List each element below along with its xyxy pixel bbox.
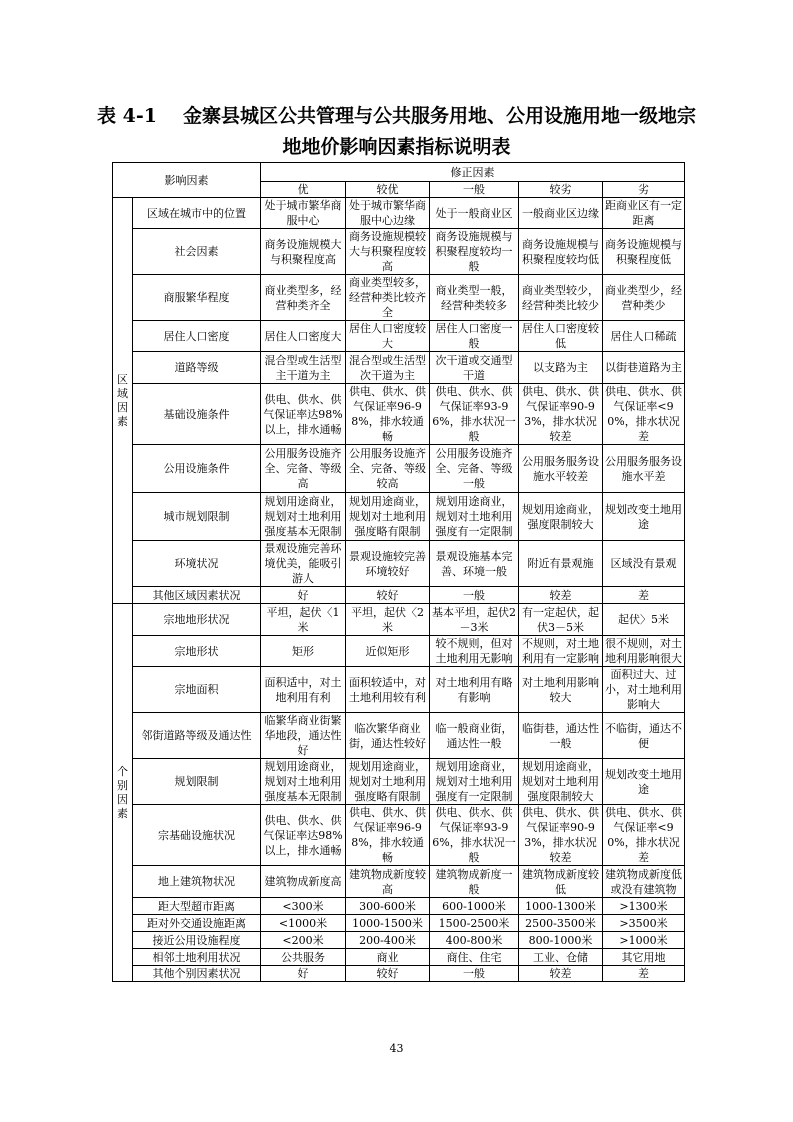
group-label-char: 别 bbox=[117, 778, 128, 792]
value-cell: 800-1000米 bbox=[519, 932, 603, 949]
table-row bbox=[113, 229, 685, 275]
value-cell: 商务设施规模与积聚程度较均低 bbox=[519, 229, 603, 275]
table-row bbox=[113, 713, 685, 759]
value-cell: 200-400米 bbox=[346, 932, 430, 949]
factor-cell: 宗基础设施状况 bbox=[133, 805, 261, 866]
header-correction: 修正因素 bbox=[261, 163, 685, 182]
value-cell: 工业、仓储 bbox=[519, 949, 603, 966]
table-row bbox=[113, 759, 685, 805]
factor-cell: 邻街道路等级及通达性 bbox=[133, 713, 261, 759]
value-cell: 商业类型少，经营种类少 bbox=[603, 275, 685, 321]
value-cell: 较好 bbox=[346, 587, 430, 604]
value-cell: 600-1000米 bbox=[430, 898, 519, 915]
value-cell: 商业类型一般，经营种类较多 bbox=[430, 275, 519, 321]
factor-cell: 宗地形状 bbox=[133, 636, 261, 667]
table-row bbox=[113, 384, 685, 445]
value-cell: 一般 bbox=[430, 587, 519, 604]
table-row bbox=[113, 352, 685, 384]
value-cell: 居住人口稀疏 bbox=[603, 321, 685, 352]
level-header: 优 bbox=[261, 182, 346, 198]
level-header: 较优 bbox=[346, 182, 430, 198]
title-text-1: 金寨县城区公共管理与公共服务用地、公用设施用地一级地宗 bbox=[182, 105, 696, 127]
level-header: 一般 bbox=[430, 182, 519, 198]
table-row bbox=[113, 587, 685, 604]
value-cell: 附近有景观施 bbox=[519, 541, 603, 587]
value-cell: 很不规则，对土地利用影响很大 bbox=[603, 636, 685, 667]
value-cell: 差 bbox=[603, 587, 685, 604]
header-row-1 bbox=[113, 163, 685, 182]
factor-cell: 其他区域因素状况 bbox=[133, 587, 261, 604]
value-cell: 较不规则，但对土地利用无影响 bbox=[430, 636, 519, 667]
document-title-line2: 地地价影响因素指标说明表 bbox=[282, 136, 511, 158]
value-cell: 公共服务 bbox=[261, 949, 346, 966]
table-row bbox=[113, 866, 685, 898]
value-cell: 区域没有景观 bbox=[603, 541, 685, 587]
group-label bbox=[113, 198, 133, 604]
value-cell: 建筑物成新度高 bbox=[261, 866, 346, 898]
factor-cell: 公用设施条件 bbox=[133, 445, 261, 493]
value-cell: 次干道或交通型干道 bbox=[430, 352, 519, 384]
value-cell: 近似矩形 bbox=[346, 636, 430, 667]
value-cell: 公用服务服务设施水平差 bbox=[603, 445, 685, 493]
value-cell: 面积过大、过小，对土地利用影响大 bbox=[603, 667, 685, 713]
value-cell: 1000-1500米 bbox=[346, 915, 430, 932]
value-cell: 基本平坦，起伏2－3米 bbox=[430, 604, 519, 636]
value-cell: 临次繁华商业街，通达性较好 bbox=[346, 713, 430, 759]
factor-cell: 接近公用设施程度 bbox=[133, 932, 261, 949]
page-number: 43 bbox=[389, 1042, 404, 1055]
factor-cell: 商服繁华程度 bbox=[133, 275, 261, 321]
value-cell: 供电、供水、供气保证率96-98%，排水较通畅 bbox=[346, 384, 430, 445]
factor-cell: 社会因素 bbox=[133, 229, 261, 275]
value-cell: 起伏〉5米 bbox=[603, 604, 685, 636]
value-cell: 供电、供水、供气保证率<90%，排水状况差 bbox=[603, 805, 685, 866]
value-cell: >3500米 bbox=[603, 915, 685, 932]
value-cell: 供电、供水、供气保证率<90%，排水状况差 bbox=[603, 384, 685, 445]
value-cell: 临繁华商业街繁华地段，通达性好 bbox=[261, 713, 346, 759]
value-cell: 距商业区有一定距离 bbox=[603, 198, 685, 229]
table-row bbox=[113, 541, 685, 587]
value-cell: 供电、供水、供气保证率90-93%，排水状况较差 bbox=[519, 805, 603, 866]
value-cell: 居住人口密度大 bbox=[261, 321, 346, 352]
table-row bbox=[113, 667, 685, 713]
value-cell: 一般商业区边缘 bbox=[519, 198, 603, 229]
table-row bbox=[113, 949, 685, 966]
group-label-char: 因 bbox=[117, 792, 128, 806]
value-cell: 较差 bbox=[519, 966, 603, 982]
value-cell: 一般 bbox=[430, 966, 519, 982]
value-cell: 处于城市繁华商服中心 bbox=[261, 198, 346, 229]
value-cell: 景观设施完善环境优美，能吸引游人 bbox=[261, 541, 346, 587]
factor-cell: 距大型超市距离 bbox=[133, 898, 261, 915]
group-label-char: 因 bbox=[117, 400, 128, 414]
value-cell: 处于一般商业区 bbox=[430, 198, 519, 229]
value-cell: 规划改变土地用途 bbox=[603, 759, 685, 805]
value-cell: 400-800米 bbox=[430, 932, 519, 949]
value-cell: 规划用途商业，强度限制较大 bbox=[519, 493, 603, 541]
value-cell: 商务设施规模与积聚程度较均一般 bbox=[430, 229, 519, 275]
value-cell: 临街巷，通达性一般 bbox=[519, 713, 603, 759]
value-cell: 不临街，通达不便 bbox=[603, 713, 685, 759]
value-cell: 商业类型较少，经营种类比较少 bbox=[519, 275, 603, 321]
value-cell: 供电、供水、供气保证率达98%以上，排水通畅 bbox=[261, 384, 346, 445]
value-cell: 居住人口密度较低 bbox=[519, 321, 603, 352]
table-row bbox=[113, 445, 685, 493]
group-label-char: 区 bbox=[117, 372, 128, 386]
value-cell: 1500-2500米 bbox=[430, 915, 519, 932]
header-factor: 影响因素 bbox=[113, 163, 261, 198]
value-cell: 商务设施规模较大与积聚程度较高 bbox=[346, 229, 430, 275]
value-cell: 其它用地 bbox=[603, 949, 685, 966]
value-cell: <1000米 bbox=[261, 915, 346, 932]
value-cell: 供电、供水、供气保证率93-96%，排水状况一般 bbox=[430, 384, 519, 445]
factor-table bbox=[112, 162, 685, 982]
value-cell: 300-600米 bbox=[346, 898, 430, 915]
value-cell: 规划用途商业，规划对土地利用强度基本无限制 bbox=[261, 493, 346, 541]
group-label bbox=[113, 604, 133, 982]
value-cell: >1000米 bbox=[603, 932, 685, 949]
value-cell: 居住人口密度较大 bbox=[346, 321, 430, 352]
value-cell: 矩形 bbox=[261, 636, 346, 667]
value-cell: 2500-3500米 bbox=[519, 915, 603, 932]
table-row bbox=[113, 275, 685, 321]
value-cell: 商业类型多，经营种类齐全 bbox=[261, 275, 346, 321]
value-cell: 商住、住宅 bbox=[430, 949, 519, 966]
value-cell: 商务设施规模与积聚程度低 bbox=[603, 229, 685, 275]
value-cell: 规划用途商业，规划对土地利用强度略有限制 bbox=[346, 759, 430, 805]
value-cell: 供电、供水、供气保证率90-93%，排水状况较差 bbox=[519, 384, 603, 445]
table-row bbox=[113, 932, 685, 949]
group-label-char: 素 bbox=[117, 414, 128, 428]
value-cell: 差 bbox=[603, 966, 685, 982]
table-row bbox=[113, 493, 685, 541]
value-cell: 1000-1300米 bbox=[519, 898, 603, 915]
value-cell: 处于城市繁华商服中心边缘 bbox=[346, 198, 430, 229]
value-cell: 供电、供水、供气保证率93-96%，排水状况一般 bbox=[430, 805, 519, 866]
group-label-char: 域 bbox=[117, 386, 128, 400]
factor-cell: 相邻土地利用状况 bbox=[133, 949, 261, 966]
value-cell: 规划用途商业，规划对土地利用强度有一定限制 bbox=[430, 759, 519, 805]
factor-cell: 距对外交通设施距离 bbox=[133, 915, 261, 932]
factor-cell: 道路等级 bbox=[133, 352, 261, 384]
table-row bbox=[113, 915, 685, 932]
value-cell: 供电、供水、供气保证率达98%以上，排水通畅 bbox=[261, 805, 346, 866]
value-cell: 建筑物成新度较高 bbox=[346, 866, 430, 898]
factor-cell: 基础设施条件 bbox=[133, 384, 261, 445]
table-number: 表 4-1 bbox=[97, 105, 157, 127]
value-cell: 有一定起伏，起伏3－5米 bbox=[519, 604, 603, 636]
table-row bbox=[113, 321, 685, 352]
value-cell: 商业 bbox=[346, 949, 430, 966]
value-cell: 居住人口密度一般 bbox=[430, 321, 519, 352]
factor-cell: 宗地地形状况 bbox=[133, 604, 261, 636]
table-row bbox=[113, 198, 685, 229]
value-cell: 混合型或生活型次干道为主 bbox=[346, 352, 430, 384]
value-cell: 面积较适中，对土地利用较有利 bbox=[346, 667, 430, 713]
value-cell: 以街巷道路为主 bbox=[603, 352, 685, 384]
value-cell: 好 bbox=[261, 966, 346, 982]
value-cell: 好 bbox=[261, 587, 346, 604]
factor-cell: 宗地面积 bbox=[133, 667, 261, 713]
value-cell: 公用服务设施齐全、完备、等级较高 bbox=[346, 445, 430, 493]
value-cell: 建筑物成新度低或没有建筑物 bbox=[603, 866, 685, 898]
table-row bbox=[113, 604, 685, 636]
value-cell: 规划用途商业，规划对土地利用强度有一定限制 bbox=[430, 493, 519, 541]
group-label-char: 素 bbox=[117, 806, 128, 820]
value-cell: 混合型或生活型主干道为主 bbox=[261, 352, 346, 384]
factor-cell: 城市规划限制 bbox=[133, 493, 261, 541]
value-cell: 较差 bbox=[519, 587, 603, 604]
table-row bbox=[113, 966, 685, 982]
value-cell: 公用服务设施齐全、完备、等级一般 bbox=[430, 445, 519, 493]
value-cell: >1300米 bbox=[603, 898, 685, 915]
level-header: 劣 bbox=[603, 182, 685, 198]
value-cell: 商务设施规模大与积聚程度高 bbox=[261, 229, 346, 275]
value-cell: 较好 bbox=[346, 966, 430, 982]
factor-cell: 其他个别因素状况 bbox=[133, 966, 261, 982]
value-cell: 面积适中，对土地利用有利 bbox=[261, 667, 346, 713]
value-cell: <200米 bbox=[261, 932, 346, 949]
value-cell: 对土地利用有略有影响 bbox=[430, 667, 519, 713]
value-cell: 公用服务服务设施水平较差 bbox=[519, 445, 603, 493]
value-cell: 景观设施基本完善、环境一般 bbox=[430, 541, 519, 587]
value-cell: <300米 bbox=[261, 898, 346, 915]
value-cell: 临一般商业街，通达性一般 bbox=[430, 713, 519, 759]
value-cell: 不规则，对土地利用有一定影响 bbox=[519, 636, 603, 667]
value-cell: 平坦，起伏〈1米 bbox=[261, 604, 346, 636]
factor-cell: 区域在城市中的位置 bbox=[133, 198, 261, 229]
table-row bbox=[113, 898, 685, 915]
value-cell: 规划用途商业，规划对土地利用强度基本无限制 bbox=[261, 759, 346, 805]
value-cell: 规划用途商业，规划对土地利用强度略有限制 bbox=[346, 493, 430, 541]
value-cell: 对土地利用影响较大 bbox=[519, 667, 603, 713]
table-row bbox=[113, 636, 685, 667]
group-label-char: 个 bbox=[117, 764, 128, 778]
value-cell: 商业类型较多，经营种类比较齐全 bbox=[346, 275, 430, 321]
table-body bbox=[113, 198, 685, 982]
value-cell: 建筑物成新度一般 bbox=[430, 866, 519, 898]
value-cell: 供电、供水、供气保证率96-98%，排水较通畅 bbox=[346, 805, 430, 866]
value-cell: 景观设施较完善环境较好 bbox=[346, 541, 430, 587]
value-cell: 公用服务设施齐全、完备、等级高 bbox=[261, 445, 346, 493]
factor-cell: 居住人口密度 bbox=[133, 321, 261, 352]
level-header: 较劣 bbox=[519, 182, 603, 198]
value-cell: 规划用途商业，规划对土地利用强度限制较大 bbox=[519, 759, 603, 805]
document-title-line1 bbox=[0, 103, 793, 129]
value-cell: 以支路为主 bbox=[519, 352, 603, 384]
value-cell: 建筑物成新度较低 bbox=[519, 866, 603, 898]
factor-cell: 规划限制 bbox=[133, 759, 261, 805]
value-cell: 平坦，起伏〈2米 bbox=[346, 604, 430, 636]
value-cell: 规划改变土地用途 bbox=[603, 493, 685, 541]
factor-cell: 环境状况 bbox=[133, 541, 261, 587]
factor-cell: 地上建筑物状况 bbox=[133, 866, 261, 898]
table-row bbox=[113, 805, 685, 866]
